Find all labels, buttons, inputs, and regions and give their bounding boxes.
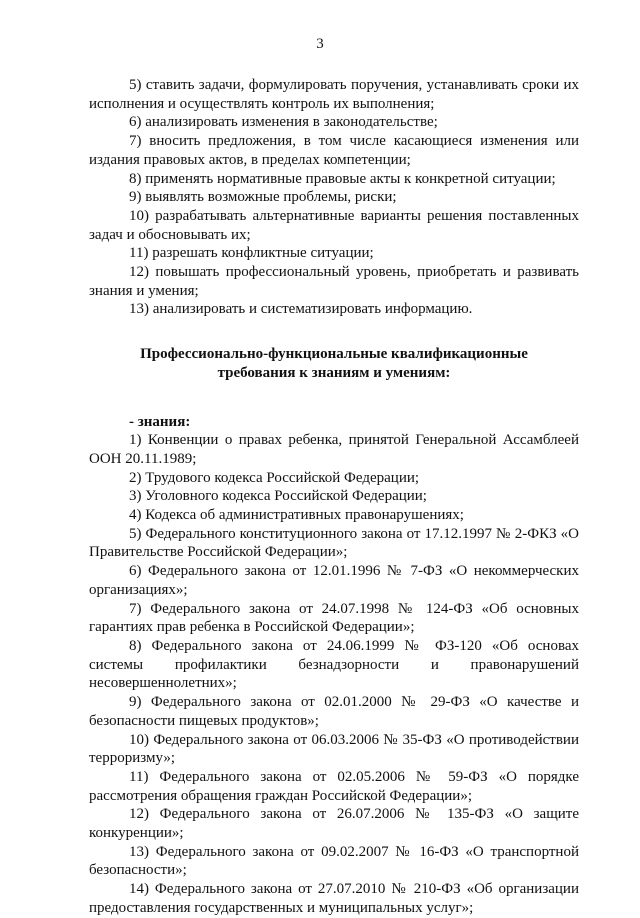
list-item: 7) вносить предложения, в том числе касающиеся изменения или издания правовых актов, в пределах компетенции; xyxy=(89,133,579,168)
list-item: 5) ставить задачи, формулировать поручения, устанавливать сроки их исполнения и осуществлять контроль их выполнения; xyxy=(89,77,579,112)
list-item: 9) выявлять возможные проблемы, риски; xyxy=(129,189,397,206)
list-item: 7) Федерального закона от 24.07.1998 № 124-ФЗ «Об основных гарантиях прав ребенка в Российской Федерации»; xyxy=(89,600,579,636)
list-item: 6) анализировать изменения в законодательстве; xyxy=(129,114,438,131)
section-heading xyxy=(89,345,579,382)
list-item: 12) Федерального закона от 26.07.2006 № 135-ФЗ «О защите конкуренции»; xyxy=(89,806,579,842)
section-heading-line-2: требования к знаниям и умениям: xyxy=(217,364,451,381)
list-item: 12) повышать профессиональный уровень, приобретать и развивать знания и умения; xyxy=(89,264,579,299)
list-item: 14) Федерального закона от 27.07.2010 № 210-ФЗ «Об организации предоставления государственных и муниципальных услуг»; xyxy=(89,881,579,916)
list-item: 5) Федерального конституционного закона от 17.12.1997 № 2-ФКЗ «О Правительстве Российской Федерации»; xyxy=(89,525,579,561)
section-heading-line-1: Профессионально-функциональные квалификационные xyxy=(140,346,528,363)
list-item: 11) Федерального закона от 02.05.2006 № 59-ФЗ «О порядке рассмотрения обращения граждан Российской Федерации»; xyxy=(89,768,579,804)
list-item: 2) Трудового кодекса Российской Федерации; xyxy=(129,469,420,486)
list-item: 10) Федерального закона от 06.03.2006 № 35-ФЗ «О противодействии терроризму»; xyxy=(89,731,579,767)
list-item: 6) Федерального закона от 12.01.1996 № 7-ФЗ «О некоммерческих организациях»; xyxy=(89,563,579,598)
list-item: 11) разрешать конфликтные ситуации; xyxy=(129,245,374,262)
list-item: 1) Конвенции о правах ребенка, принятой Генеральной Ассамблеей ООН 20.11.1989; xyxy=(89,432,579,467)
document-body xyxy=(89,76,579,918)
list-item: 8) применять нормативные правовые акты к конкретной ситуации; xyxy=(129,170,556,187)
list-item: 3) Уголовного кодекса Российской Федерации; xyxy=(129,488,427,505)
list-item: 4) Кодекса об административных правонарушениях; xyxy=(129,507,464,524)
list-item: 13) анализировать и систематизировать информацию. xyxy=(129,301,473,318)
list-item: 10) разрабатывать альтернативные варианты решения поставленных задач и обосновывать их; xyxy=(89,207,579,243)
knowledge-list xyxy=(89,413,579,918)
list-item: 13) Федерального закона от 09.02.2007 № 16-ФЗ «О транспортной безопасности»; xyxy=(89,843,579,879)
list-item: 9) Федерального закона от 02.01.2000 № 29-ФЗ «О качестве и безопасности пищевых продуктов»; xyxy=(89,694,579,729)
list-item: 8) Федерального закона от 24.06.1999 № ФЗ-120 «Об основах системы профилактики безнадзорности и правонарушений несовершеннолетних»; xyxy=(89,637,579,692)
knowledge-label: - знания: xyxy=(129,413,191,430)
page-number: 3 xyxy=(316,36,324,52)
abilities-list xyxy=(89,76,579,319)
